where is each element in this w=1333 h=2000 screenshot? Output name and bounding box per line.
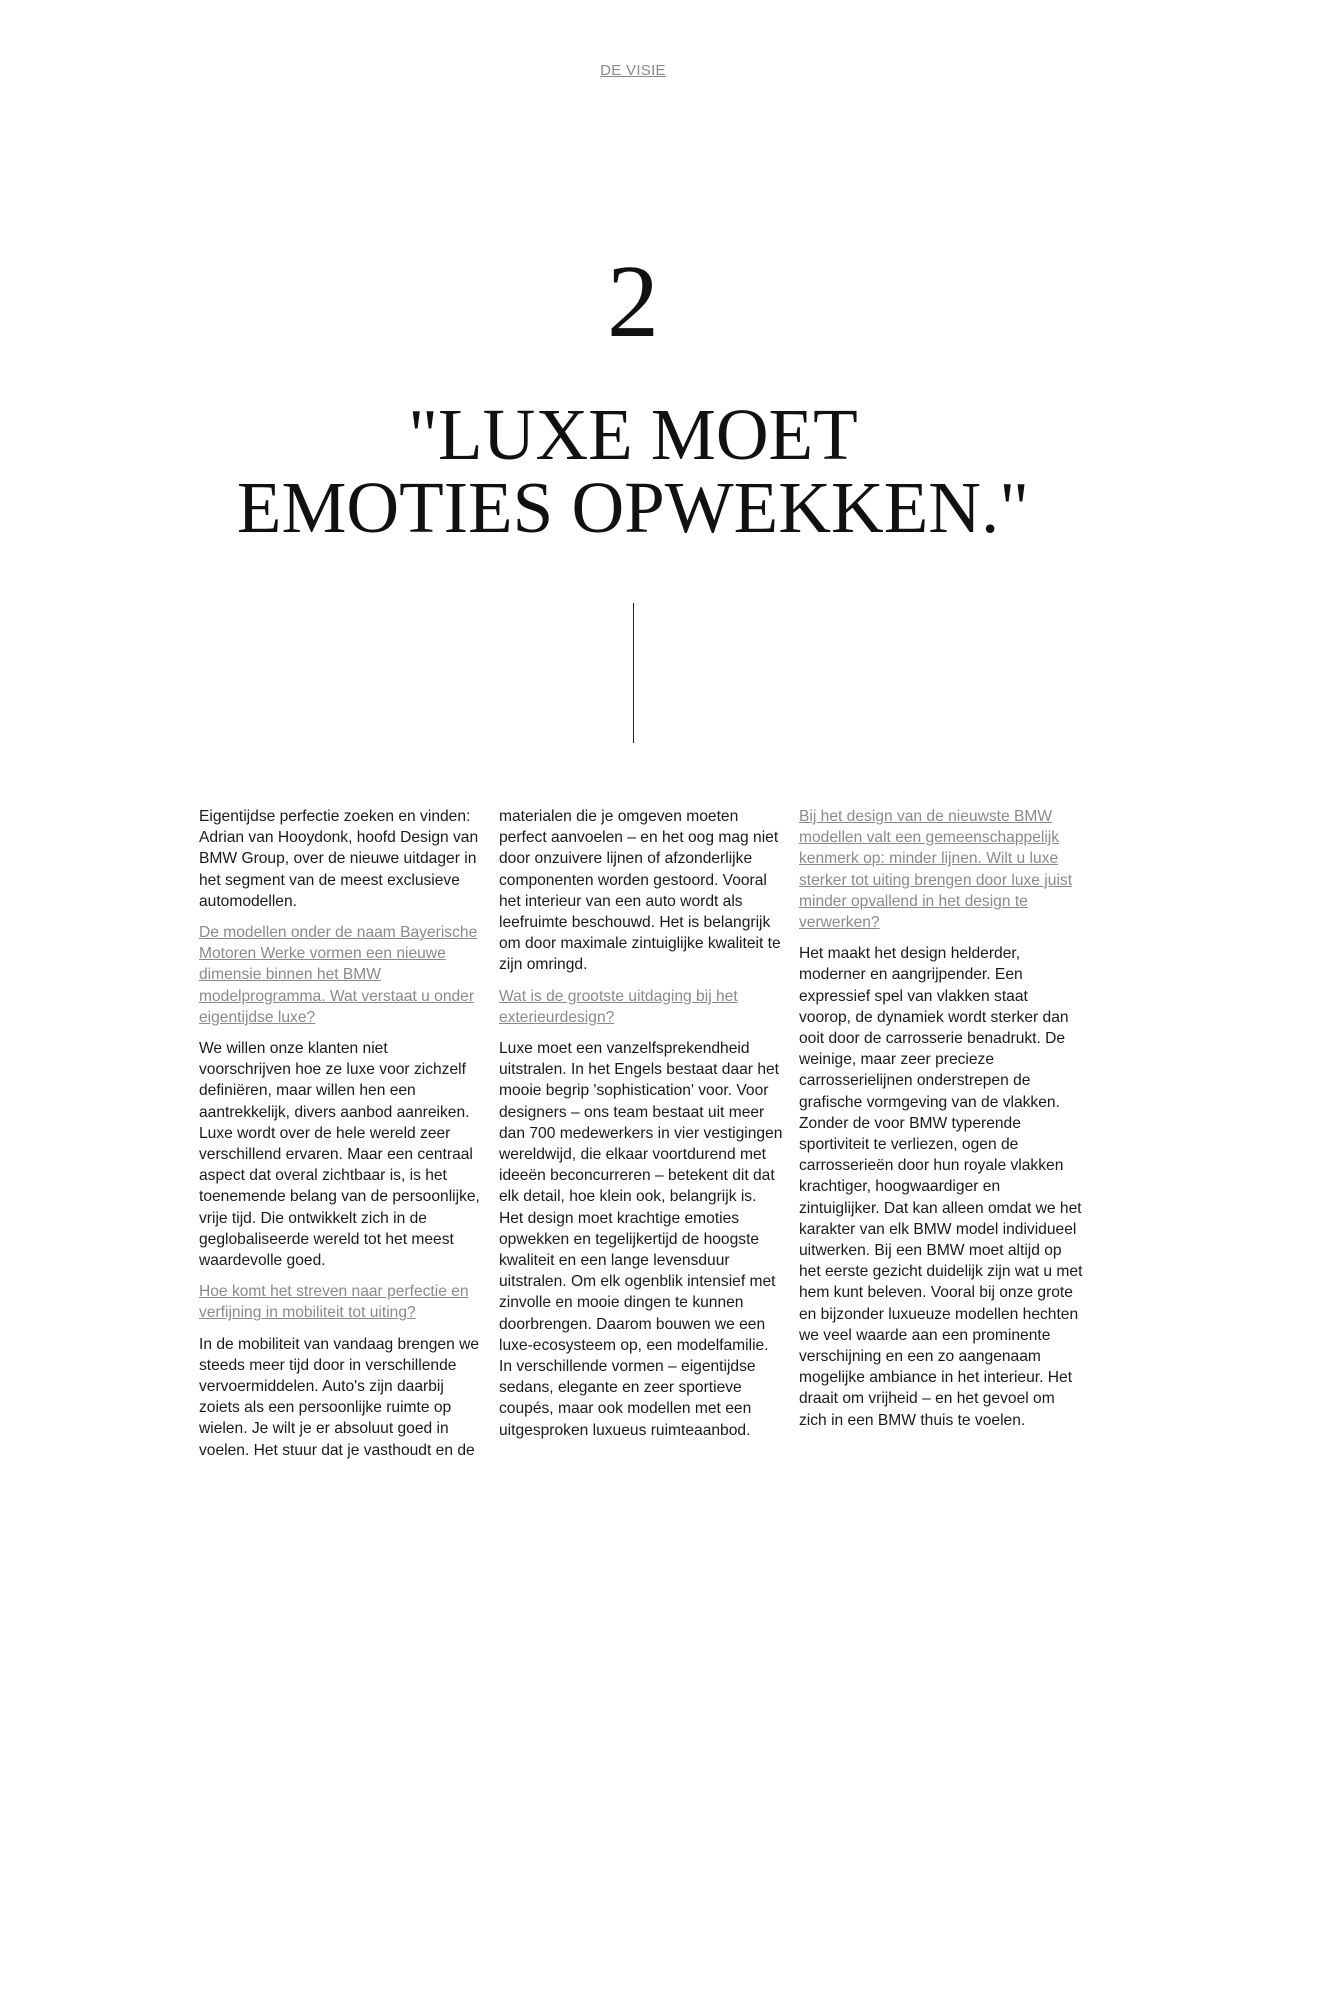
interview-question: De modellen onder de naam Bayerische Motoren Werke vormen een nieuwe dimensie binnen het BMW modelprogramma. Wat verstaat u onder eigentijdse luxe? xyxy=(199,924,478,1026)
vertical-divider xyxy=(633,603,634,743)
headline xyxy=(0,394,1266,548)
answer-paragraph: Het maakt het design helderder, moderner en aangrijpender. Een expressief spel van vlakken staat voorop, de dynamiek wordt sterker dan ooit door de carrosserie benadrukt. De weinige, maar zeer precieze carrosserielijnen onderstrepen de grafische vormgeving van de vlakken. Zonder de voor BMW typerende sportiviteit te verliezen, ogen de carrosserieën door hun royale vlakken krachtiger, hoogwaardiger en zintuiglijker. Dat kan alleen omdat we het karakter van elk BMW model individueel uitwerken. Bij een BMW moet altijd op het eerste gezicht duidelijk zijn wat u met hem kunt beleven. Vooral bij onze grote en bijzonder luxueuze modellen hechten we veel waarde aan een prominente verschijning en een zo aangenaam mogelijke ambiance in het interieur. Het draait om vrijheid – en het gevoel om zich in een BMW thuis te voelen. xyxy=(799,945,1083,1429)
headline-line-1: "LUXE MOET xyxy=(408,394,858,475)
answer-paragraph: Luxe moet een vanzelfsprekendheid uitstralen. In het Engels bestaat daar het mooie begrip 'sophistication' voor. Voor designers – ons team bestaat uit meer dan 700 medewerkers in vier vestigingen wereldwijd, die elkaar voortdurend met ideeën beconcurreren – betekent dit dat elk detail, hoe klein ook, belangrijk is. Het design moet krachtige emoties opwekken en tegelijkertijd de hoogste kwaliteit en een lange levensduur uitstralen. Om elk ogenblik intensief met zinvolle en mooie dingen te kunnen doorbrengen. Daarom bouwen we een luxe-ecosysteem op, een modelfamilie. In verschillende vormen – eigentijdse sedans, elegante en zeer sportieve coupés, maar ook modellen met een uitgesproken luxueus ruimteaanbod. xyxy=(499,1040,783,1439)
answer-paragraph: materialen die je omgeven moeten perfect aanvoelen – en het oog mag niet door onzuivere lijnen of afzonderlijke componenten worden gestoord. Vooral het interieur van een auto wordt als leefruimte beschouwd. Het is belangrijk om door maximale zintuiglijke kwaliteit te zijn omringd. xyxy=(499,808,781,974)
headline-line-2: EMOTIES OPWEKKEN." xyxy=(236,467,1030,548)
answer-paragraph: In de mobiliteit van vandaag brengen we steeds meer tijd door in verschillende vervoermiddelen. Auto's zijn daarbij zoiets als een persoonlijke ruimte op wielen. Je wilt je er absoluut goed in voelen. Het stuur dat je vasthoudt en de xyxy=(199,1335,480,1459)
section-label[interactable]: DE VISIE xyxy=(600,62,666,79)
chapter-number: 2 xyxy=(607,244,659,359)
intro-paragraph: Eigentijdse perfectie zoeken en vinden: Adrian van Hooydonk, hoofd Design van BMW Group, over de nieuwe uitdager in het segment van de meest exclusieve automodellen. xyxy=(199,808,479,910)
text-column-2 xyxy=(499,806,783,1451)
interview-question: Bij het design van de nieuwste BMW modellen valt een gemeenschappelijk kenmerk op: minder lijnen. Wilt u luxe sterker tot uiting brengen door luxe juist minder opvallend in het design te verwerken? xyxy=(799,808,1073,932)
interview-question: Hoe komt het streven naar perfectie en verfijning in mobiliteit tot uiting? xyxy=(199,1283,469,1322)
answer-paragraph: We willen onze klanten niet voorschrijven hoe ze luxe voor zichzelf definiëren, maar willen hen een aantrekkelijk, divers aanbod aanreiken. Luxe wordt over de hele wereld zeer verschillend ervaren. Maar een centraal aspect dat overal zichtbaar is, is het toenemende belang van de persoonlijke, vrije tijd. Die ontwikkelt zich in de geglobaliseerde wereld tot het meest waardevolle goed. xyxy=(199,1040,480,1270)
text-column-1 xyxy=(199,806,483,1471)
interview-question: Wat is de grootste uitdaging bij het exterieurdesign? xyxy=(499,987,738,1026)
text-column-3 xyxy=(799,806,1083,1441)
